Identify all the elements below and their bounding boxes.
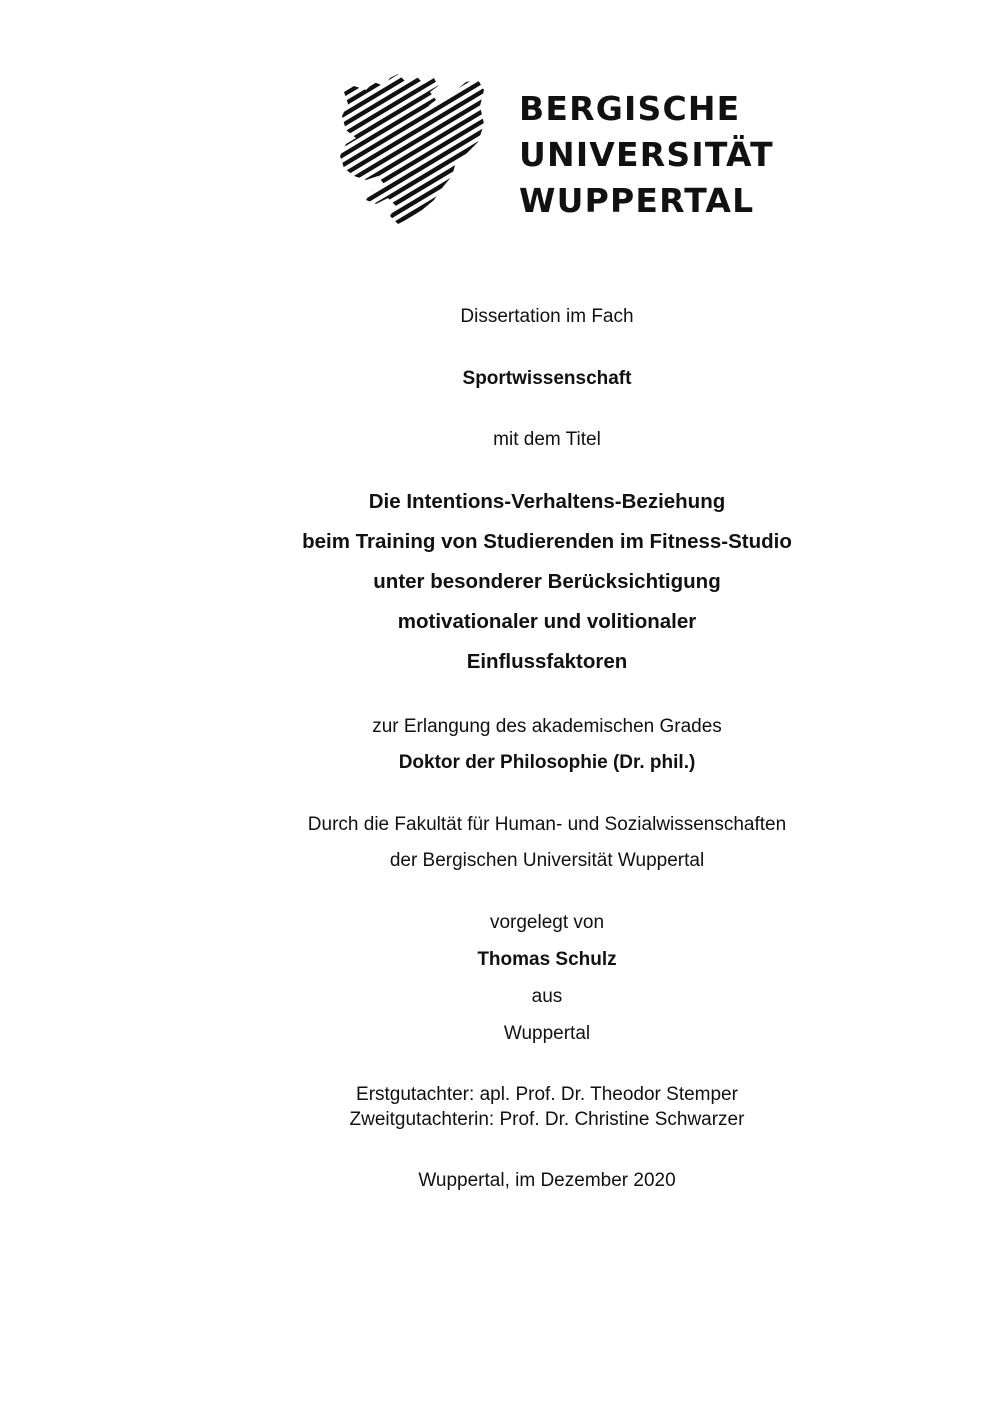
faculty-line-1: Durch die Fakultät für Human- und Sozialwissenschaften xyxy=(307,814,787,835)
university-name-line-3: WUPPERTAL xyxy=(519,181,755,220)
subject: Sportwissenschaft xyxy=(462,368,632,389)
author-name: Thomas Schulz xyxy=(477,949,617,970)
university-name-line-2: UNIVERSITÄT xyxy=(519,135,774,174)
degree: Doktor der Philosophie (Dr. phil.) xyxy=(398,752,696,773)
first-reviewer: Erstgutachter: apl. Prof. Dr. Theodor Stemper xyxy=(356,1084,738,1105)
title-line-5: Einflussfaktoren xyxy=(466,650,628,673)
place-date: Wuppertal, im Dezember 2020 xyxy=(418,1170,676,1191)
dissertation-intro: Dissertation im Fach xyxy=(460,306,634,327)
title-line-1: Die Intentions-Verhaltens-Beziehung xyxy=(368,490,726,513)
title-intro: mit dem Titel xyxy=(493,429,601,450)
from-label: aus xyxy=(531,986,563,1007)
university-logo xyxy=(338,72,774,228)
university-name-line-1: BERGISCHE xyxy=(519,89,741,128)
submitted-by: vorgelegt von xyxy=(489,912,605,933)
second-reviewer: Zweitgutachterin: Prof. Dr. Christine Schwarzer xyxy=(349,1109,745,1130)
wuppertal-lion-logo-icon xyxy=(338,72,488,228)
title-line-4: motivationaler und volitionaler xyxy=(397,610,697,633)
faculty-line-2: der Bergischen Universität Wuppertal xyxy=(389,850,705,871)
hometown: Wuppertal xyxy=(503,1023,591,1044)
title-line-2: beim Training von Studierenden im Fitness-Studio xyxy=(302,530,792,553)
title-line-3: unter besonderer Berücksichtigung xyxy=(373,570,721,593)
university-name xyxy=(519,86,774,224)
degree-intro: zur Erlangung des akademischen Grades xyxy=(372,716,722,737)
